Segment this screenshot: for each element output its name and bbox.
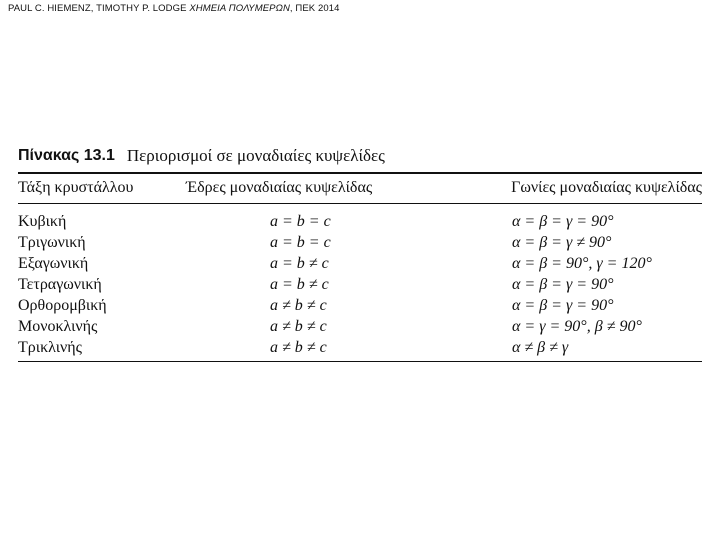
cell-edges: a = b = c	[270, 234, 331, 251]
cell-angles: α ≠ β ≠ γ	[512, 339, 569, 356]
table-row	[18, 315, 702, 336]
header-publisher: , ΠΕΚ 2014	[289, 3, 340, 14]
cell-angles: α = β = γ = 90°	[512, 297, 614, 314]
column-header-system: Τάξη κρυστάλλου	[18, 179, 134, 196]
cell-system: Ορθορομβική	[18, 297, 107, 314]
page-header	[8, 3, 340, 14]
table-title: Περιορισμοί σε μοναδιαίες κυψελίδες	[126, 146, 385, 165]
bottom-rule	[18, 361, 702, 362]
crystal-systems-table	[18, 146, 702, 362]
table-row	[18, 252, 702, 273]
cell-edges: a ≠ b ≠ c	[270, 318, 327, 335]
cell-angles: α = β = γ ≠ 90°	[512, 234, 612, 251]
table-row	[18, 210, 702, 231]
cell-system: Τριγωνική	[18, 234, 86, 251]
cell-system: Μονοκλινής	[18, 318, 98, 335]
table-row	[18, 273, 702, 294]
table-caption	[18, 146, 702, 172]
header-authors: PAUL C. HIEMENZ, TIMOTHY P. LODGE	[8, 3, 190, 14]
column-header-angles: Γωνίες μοναδιαίας κυψελίδας	[511, 179, 702, 196]
column-header-edges: Έδρες μοναδιαίας κυψελίδας	[186, 179, 373, 196]
cell-edges: a = b ≠ c	[270, 276, 329, 293]
cell-edges: a ≠ b ≠ c	[270, 339, 327, 356]
cell-system: Τρικλινής	[18, 339, 82, 356]
cell-edges: a = b ≠ c	[270, 255, 329, 272]
cell-angles: α = β = γ = 90°	[512, 213, 614, 230]
cell-system: Τετραγωνική	[18, 276, 102, 293]
cell-system: Κυβική	[18, 213, 67, 230]
cell-system: Εξαγωνική	[18, 255, 89, 272]
table-row	[18, 231, 702, 252]
cell-angles: α = β = γ = 90°	[512, 276, 614, 293]
table-row	[18, 294, 702, 315]
table-body	[18, 204, 702, 361]
table-number: Πίνακας 13.1	[18, 147, 115, 164]
cell-edges: a = b = c	[270, 213, 331, 230]
cell-edges: a ≠ b ≠ c	[270, 297, 327, 314]
cell-angles: α = β = 90°, γ = 120°	[512, 255, 652, 272]
cell-angles: α = γ = 90°, β ≠ 90°	[512, 318, 642, 335]
table-header-row	[18, 174, 702, 203]
header-book-title: ΧΗΜΕΙΑ ΠΟΛΥΜΕΡΩΝ	[189, 3, 290, 14]
table-row	[18, 336, 702, 357]
